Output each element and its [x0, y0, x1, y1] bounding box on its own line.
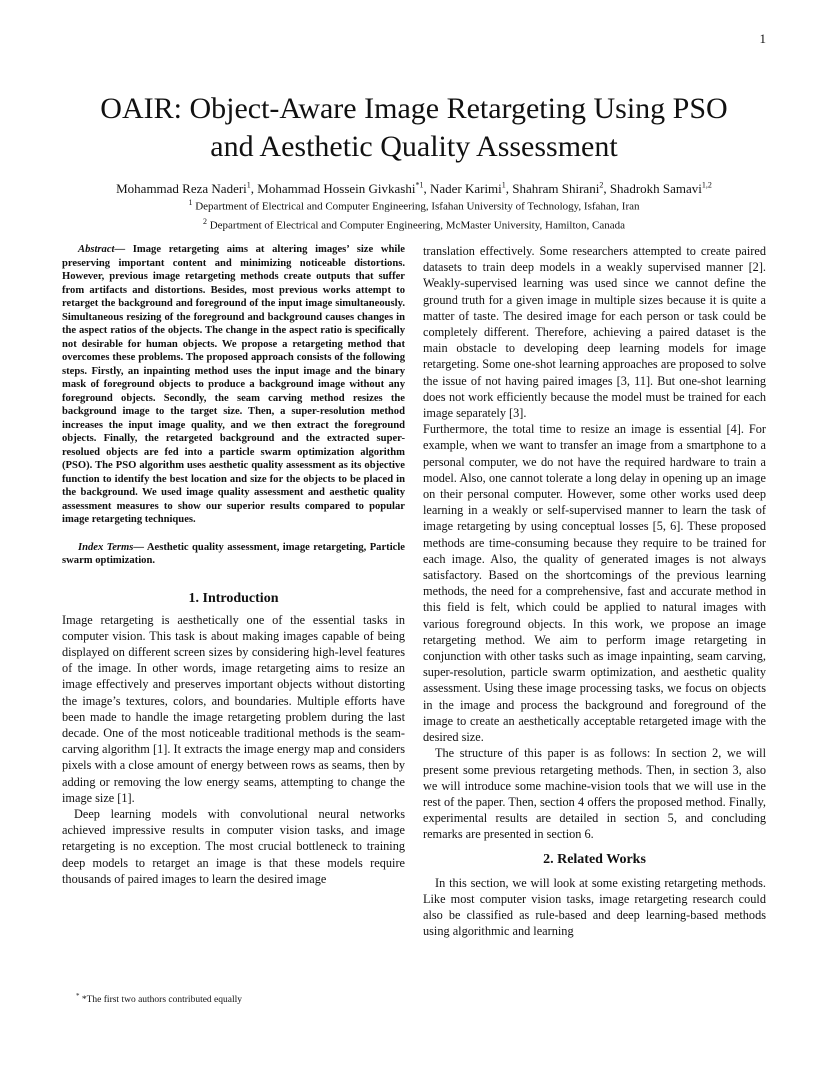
author: Mohammad Reza Naderi$^1$, [116, 181, 258, 197]
left-column [62, 243, 405, 887]
title-line-2: and Aesthetic Quality Assessment [210, 130, 618, 163]
index-terms: Index Terms— Aesthetic quality assessment, image retargeting, Particle swarm optimization. [62, 541, 405, 566]
paper-title [40, 90, 788, 166]
section-heading-related-works: 2. Related Works [543, 851, 646, 867]
author: Nader Karimi$^1$, [429, 181, 513, 197]
footnote: * *The first two authors contributed equally [76, 992, 243, 1006]
right-column [423, 243, 766, 939]
paragraph: Image retargeting is aesthetically one of the essential tasks in computer vision. This task is about making images capable of being displayed on different screen sizes by considering high-level features of the image. In other words, image retargeting aims to resize an image effectively and preserves important objects without distorting the image’s textures, colors, and boundaries. Multiple efforts have been made to handle the image retargeting problem during the last decade. One of the most noticeable traditional methods is the seam-carving algorithm [1]. It extracts the image energy map and considers pixels with a close amount of energy between rows as seams, then by adding or removing the low energy seams, attempting to change the image size [1]. [62, 612, 405, 805]
affiliation-1: $^1$ Department of Electrical and Computer Engineering, Isfahan University of Technology, Isfahan, Iran [188, 198, 640, 213]
author: Shahram Shirani$^2$, [512, 181, 610, 197]
affiliation-2: $^2$ Department of Electrical and Computer Engineering, McMaster University, Hamilton, Canada [202, 217, 626, 232]
title-line-1: OAIR: Object-Aware Image Retargeting Using PSO [100, 92, 728, 125]
paragraph: Furthermore, the total time to resize an image is essential [4]. For example, when we want to transfer an image from a smartphone to a personal computer, we do not have the required hardware to train a model. Also, one cannot tolerate a long delay in opening up an image on their personal computer. However, some other works used deep learning in a weakly or self-supervised manner to learn the task of image retargeting by using conceptual losses [5, 6]. These proposed methods are time-consuming because they require to be trained for each image. Also, the quality of generated images is not always satisfactory. Based on the shortcomings of the previous learning methods, the need for a comprehensive, fast and accurate method in this field is felt, which could be applied to natural images with various foreground objects. In this work, we propose an image retargeting method. We aim to perform image retargeting in conjunction with other tasks such as image inpainting, seam carving, super-resolution, particle swarm optimization, and aesthetic quality assessment. Using these image processing tasks, we focus on objects in the image and process the background and foreground of the image to create an aesthetically acceptable retargeted image with the desired size. [423, 422, 766, 745]
abstract: Abstract— Image retargeting aims at altering images’ size while preserving important content and minimizing noticeable distortions. However, previous image retargeting methods create outputs that suffer from artifacts and distortions. Besides, most previous works attempt to retarget the background and foreground of the input image simultaneously. Simultaneous resizing of the foreground and background causes changes in the aspect ratios of the objects. The change in the aspect ratio is specifically not desirable for human objects. We propose a retargeting method that overcomes these problems. The proposed approach consists of the following steps. Firstly, an inpainting method uses the input image and the binary mask of foreground objects to produce a background image without any foreground objects. Secondly, the seam carving method resizes the background image to the target size. Then, a super-resolution method increases the input image quality, and we then extract the foreground objects. Finally, the retargeted background and the extracted super-resolued objects are fed into a particle swarm optimization algorithm (PSO). The PSO algorithm uses aesthetic quality assessment as its objective function to identify the best location and size for the objects to be placed in the background. We used image quality assessment and aesthetic quality assessment measures to show our superior results compared to popular image retargeting techniques. [62, 244, 405, 525]
footnote-rule [62, 985, 262, 986]
author: Shadrokh Samavi$^{1,2}$ [609, 181, 712, 197]
paragraph: The structure of this paper is as follows: In section 2, we will present some previous retargeting methods. Then, in section 3, also we will introduce some machine-vision tools that we will use in the rest of the paper. Then, section 4 offers the proposed method. Finally, experimental results are detailed in section 5, and concluding remarks are presented in section 6. [423, 746, 766, 842]
author-list [30, 177, 798, 197]
paragraph: In this section, we will look at some existing retargeting methods. Like most computer vision tasks, image retargeting research could also be classified as rule-based and deep learning-based methods using algorithmic and learning [423, 875, 766, 939]
paragraph: Deep learning models with convolutional neural networks achieved impressive results in computer vision tasks, and image retargeting is no exception. The most crucial bottleneck to training deep models to retarget an image is that these models require thousands of paired images to learn the desired image [62, 806, 405, 886]
paragraph: translation effectively. Some researchers attempted to create paired datasets to train deep models in a weakly supervised manner [2]. Weakly-supervised learning was used since we cannot define the ground truth for a given image in multiple sizes because it is quite a matter of taste. The desired image for each person or task could be completely different. Therefore, achieving a paired dataset is the main obstacle to developing deep learning models for image retargeting. Some one-shot learning approaches are proposed to solve the issue of not having paired images [3, 11]. But one-shot learning does not work efficiently because the model must be trained for each image separately [3]. [423, 244, 766, 421]
page-number: 1 [759, 31, 766, 46]
author: Mohammad Hossein Givkashi$^{*1}$, [257, 181, 430, 197]
section-heading-introduction: 1. Introduction [188, 590, 279, 606]
